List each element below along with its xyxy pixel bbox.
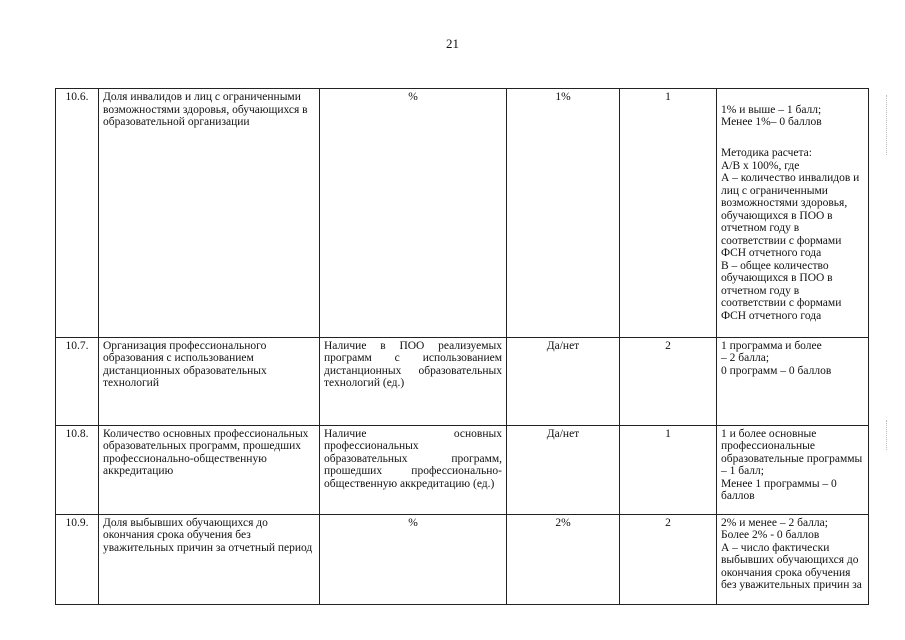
row-number: 10.7.: [56, 337, 99, 425]
row-number: 10.6.: [56, 89, 99, 338]
target-value: 1%: [507, 89, 620, 338]
target-value: Да/нет: [507, 337, 620, 425]
scoring-rule: 1 и более основные профессиональные образовательные программы – 1 балл; Менее 1 программы – 0 баллов: [717, 425, 869, 514]
scoring-rule: 1% и выше – 1 балл; Менее 1%– 0 баллов: [721, 103, 822, 128]
indicator-name: Доля выбывших обучающихся до окончания срока обучения без уважительных причин за отчетный период: [99, 514, 320, 604]
indicator-description: Наличие в ПОО реализуемых программ с использованием дистанционных образовательных технологий (ед.): [320, 337, 507, 425]
weight-value: 2: [620, 337, 717, 425]
criteria-table: [55, 88, 869, 605]
indicator-name: Доля инвалидов и лиц с ограниченными возможностями здоровья, обучающихся в образовательной организации: [99, 89, 320, 338]
indicator-description: Наличие основных профессиональных образовательных программ, прошедших профессионально-общественную аккредитацию (ед.): [320, 425, 507, 514]
target-value: Да/нет: [507, 425, 620, 514]
scoring-rule: 1 программа и более – 2 балла; 0 программ – 0 баллов: [717, 337, 869, 425]
indicator-name: Количество основных профессиональных образовательных программ, прошедших профессионально-общественную аккредитацию: [99, 425, 320, 514]
indicator-name: Организация профессионального образования с использованием дистанционных образовательных технологий: [99, 337, 320, 425]
table-row-10-6: [56, 89, 869, 338]
scan-edge-mark: [886, 95, 887, 155]
table-row-10-9: [56, 514, 869, 604]
table-row-10-8: [56, 425, 869, 514]
target-value: 2%: [507, 514, 620, 604]
weight-value: 2: [620, 514, 717, 604]
calculation-method: Методика расчета: А/В х 100%, где А – количество инвалидов и лиц с ограниченными возможностями здоровья, обучающихся в ПОО в отчетном году в соответствии с формами ФСН отчетного года В – общее количество обучающихся в ПОО в отчетном году в соответствии с формами ФСН отчетного года: [721, 147, 860, 322]
indicator-description: %: [320, 514, 507, 604]
scan-edge-mark: [886, 420, 887, 450]
row-number: 10.9.: [56, 514, 99, 604]
table-row-10-7: [56, 337, 869, 425]
row-number: 10.8.: [56, 425, 99, 514]
weight-value: 1: [620, 89, 717, 338]
page-number: 21: [446, 36, 459, 51]
scoring-rule: 2% и менее – 2 балла; Более 2% - 0 баллов А – число фактически выбывших обучающихся до окончания срока обучения без уважительных причин за: [717, 514, 869, 604]
indicator-description: %: [320, 89, 507, 338]
weight-value: 1: [620, 425, 717, 514]
scoring-cell: [717, 89, 869, 338]
